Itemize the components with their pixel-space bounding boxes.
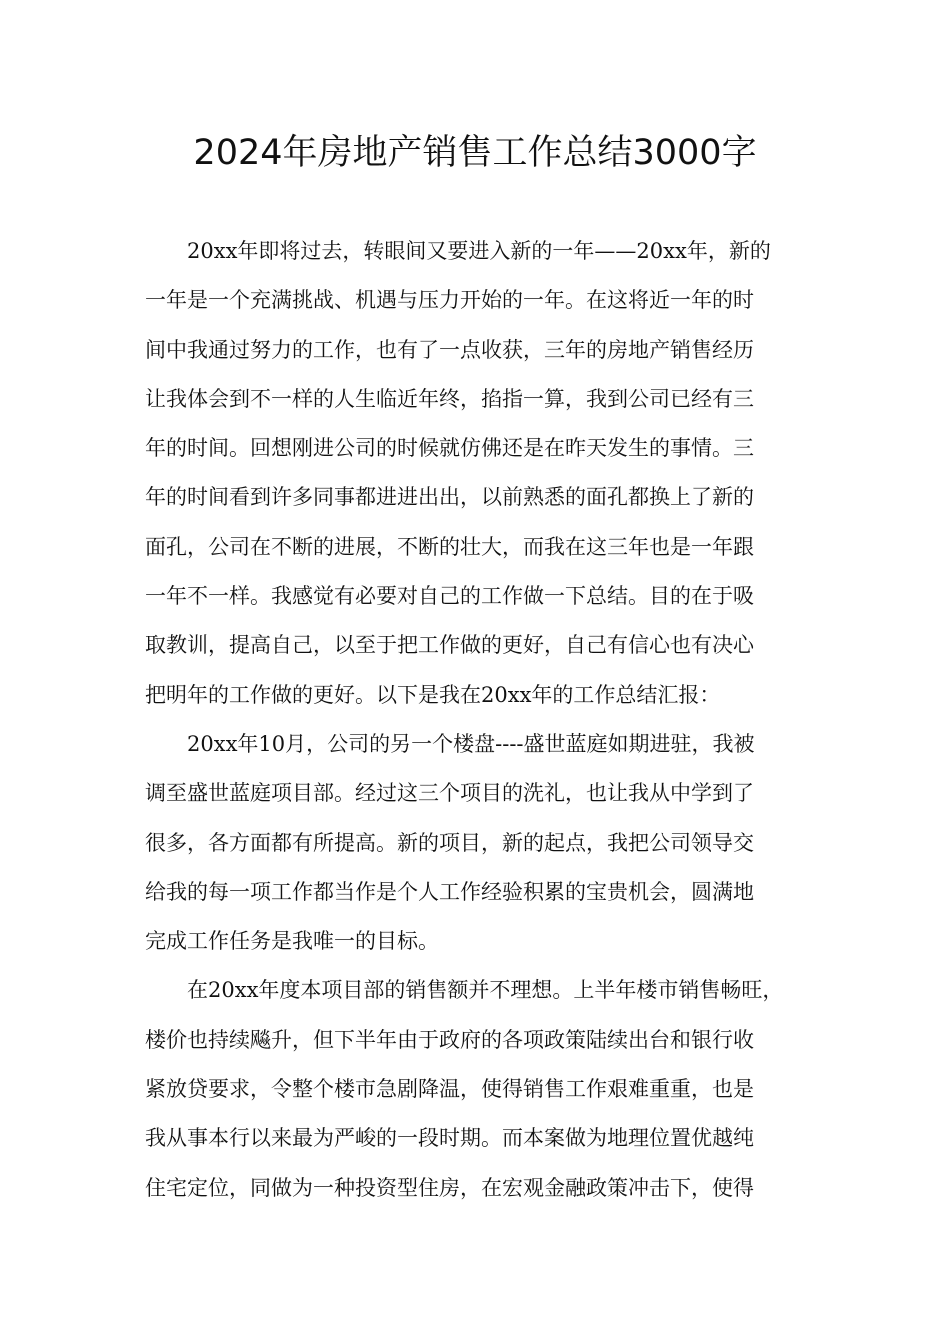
- paragraph-1-line-3: 间中我通过努力的工作，也有了一点收获，三年的房地产销售经历: [145, 337, 754, 362]
- paragraph-3-line-1: 在20xx年度本项目部的销售额并不理想。上半年楼市销售畅旺，: [187, 978, 784, 1003]
- paragraph-1-line-4: 让我体会到不一样的人生临近年终，掐指一算，我到公司已经有三: [145, 386, 754, 411]
- paragraph-2-line-5: 完成工作任务是我唯一的目标。: [145, 929, 439, 954]
- paragraph-1-line-5: 年的时间。回想刚进公司的时候就仿佛还是在昨天发生的事情。三: [145, 436, 754, 461]
- paragraph-1-line-9: 取教训，提高自己，以至于把工作做的更好，自己有信心也有决心: [145, 633, 754, 658]
- paragraph-3-line-4: 我从事本行以来最为严峻的一段时期。而本案做为地理位置优越纯: [145, 1126, 754, 1151]
- document-title: 2024年房地产销售工作总结3000字: [193, 133, 757, 173]
- paragraph-2-line-4: 给我的每一项工作都当作是个人工作经验积累的宝贵机会，圆满地: [145, 879, 754, 904]
- paragraph-1-line-1: 20xx年即将过去，转眼间又要进入新的一年——20xx年，新的: [187, 239, 771, 263]
- paragraph-2-line-2: 调至盛世蓝庭项目部。经过这三个项目的洗礼，也让我从中学到了: [145, 781, 754, 806]
- paragraph-2-line-3: 很多，各方面都有所提高。新的项目，新的起点，我把公司领导交: [145, 830, 754, 855]
- document-body: [145, 233, 810, 1219]
- paragraph-3-line-3: 紧放贷要求，令整个楼市急剧降温，使得销售工作艰难重重，也是: [145, 1077, 754, 1102]
- paragraph-3-line-2: 楼价也持续飚升，但下半年由于政府的各项政策陆续出台和银行收: [145, 1027, 754, 1052]
- paragraph-1-line-7: 面孔，公司在不断的进展，不断的壮大，而我在这三年也是一年跟: [145, 534, 754, 559]
- paragraph-1-line-10: 把明年的工作做的更好。以下是我在20xx年的工作总结汇报：: [145, 682, 721, 707]
- paragraph-2-line-1: 20xx年10月，公司的另一个楼盘----盛世蓝庭如期进驻，我被: [187, 731, 755, 756]
- paragraph-1-line-6: 年的时间看到许多同事都进进出出，以前熟悉的面孔都换上了新的: [145, 485, 754, 510]
- paragraph-1-line-8: 一年不一样。我感觉有必要对自己的工作做一下总结。目的在于吸: [145, 584, 754, 609]
- paragraph-1-line-2: 一年是一个充满挑战、机遇与压力开始的一年。在这将近一年的时: [145, 288, 754, 313]
- paragraph-3-line-5: 住宅定位，同做为一种投资型住房，在宏观金融政策冲击下，使得: [145, 1175, 754, 1200]
